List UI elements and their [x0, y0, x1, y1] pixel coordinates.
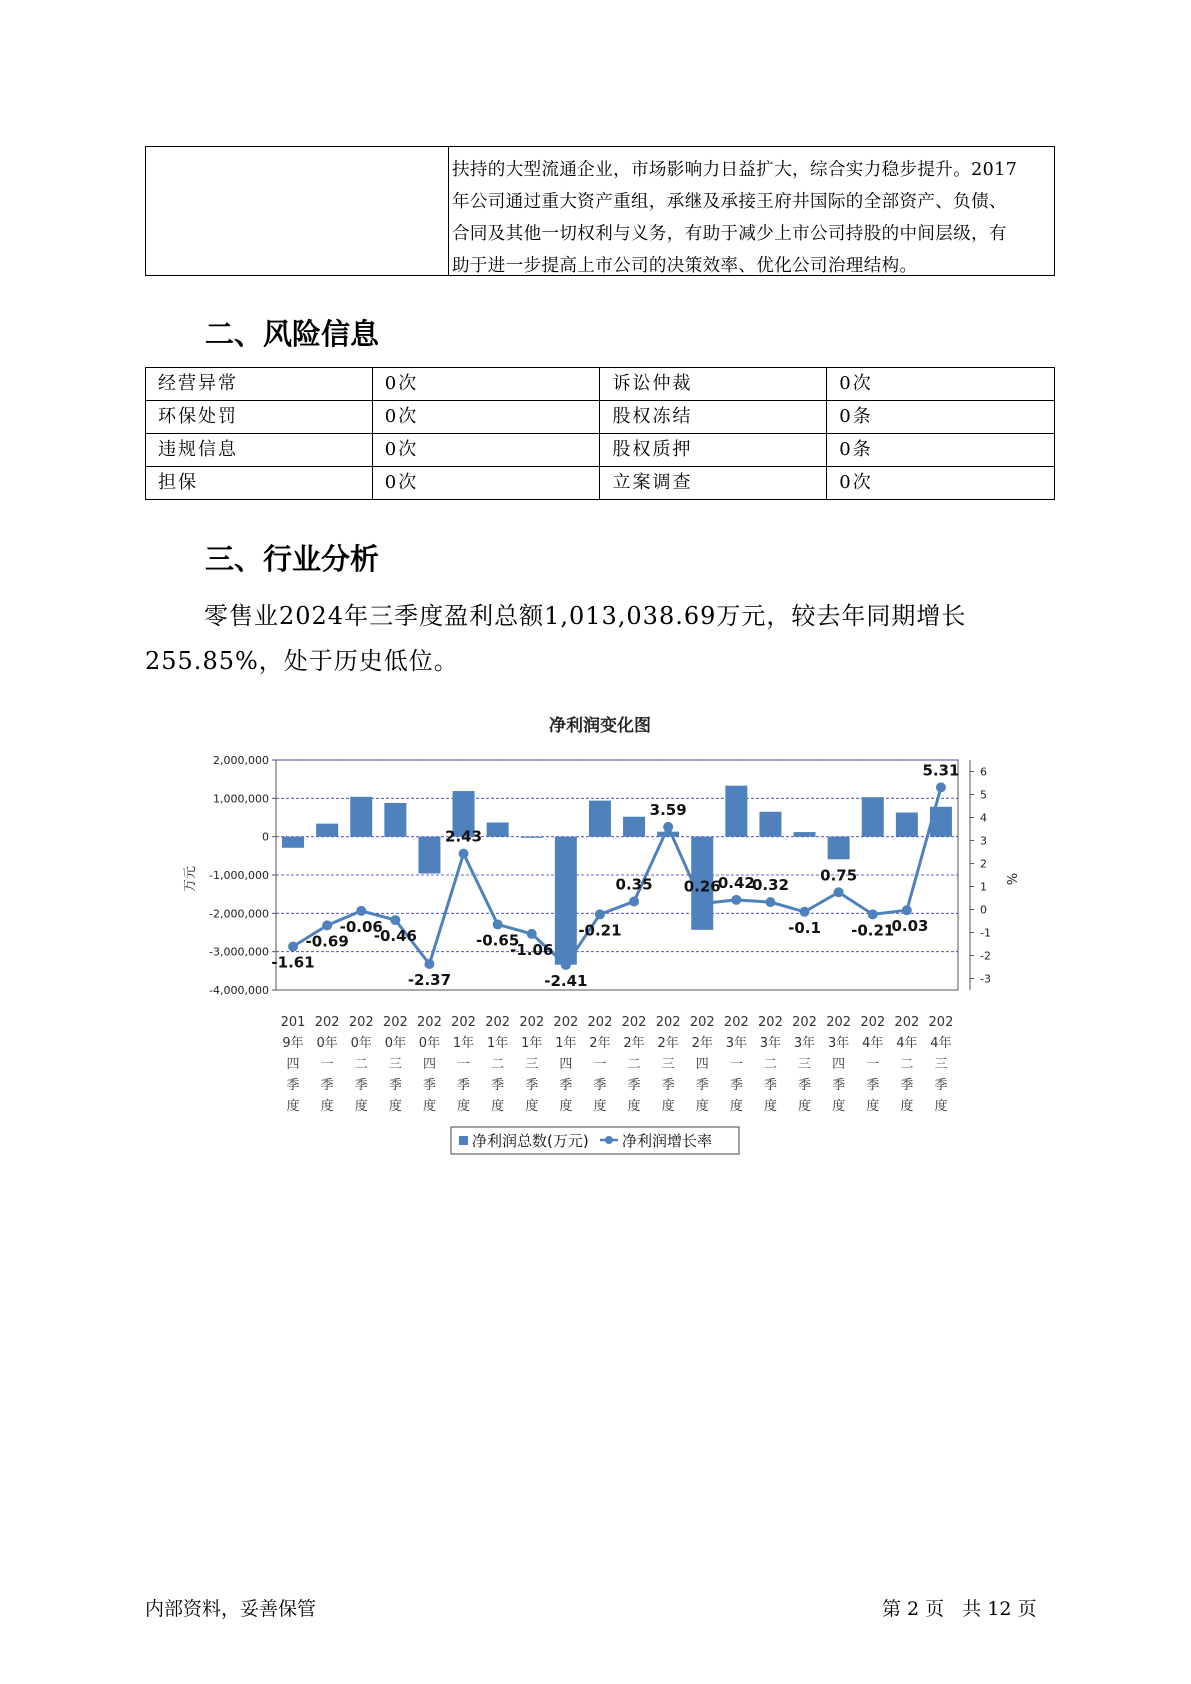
table-row: [146, 368, 1055, 401]
x-tick-label: 0年: [316, 1036, 338, 1051]
x-tick-label: 度: [354, 1099, 368, 1114]
x-tick-label: 0年: [384, 1036, 406, 1051]
risk-label: 违规信息: [146, 434, 373, 467]
line-point: [493, 919, 503, 929]
line-point: [800, 907, 810, 917]
table-row: [146, 401, 1055, 434]
data-label: -0.69: [305, 932, 349, 951]
x-tick-label: 二: [627, 1057, 641, 1072]
x-tick-label: 202: [792, 1015, 817, 1030]
table-row: [146, 434, 1055, 467]
risk-label: 立案调查: [600, 467, 827, 500]
risk-section-title: 二、风险信息: [205, 317, 380, 351]
data-label: 0.32: [751, 876, 789, 895]
x-tick-label: 3年: [759, 1036, 782, 1051]
x-tick-label: 四: [559, 1057, 573, 1072]
x-tick-label: 度: [525, 1099, 539, 1114]
x-tick-label: 1年: [555, 1036, 577, 1051]
x-tick-label: 0年: [418, 1036, 441, 1051]
data-label: 5.31: [922, 761, 960, 780]
x-tick-label: 二: [763, 1057, 777, 1072]
y2-tick-label: -2: [980, 949, 991, 963]
data-label: 3.59: [649, 800, 687, 819]
x-tick-label: 四: [695, 1057, 709, 1072]
bar: [759, 812, 781, 837]
bar: [725, 786, 747, 837]
line-point: [902, 905, 912, 915]
x-tick-label: 一: [320, 1057, 334, 1072]
line-point: [527, 929, 537, 939]
line-point: [765, 897, 775, 907]
y2-tick-label: 4: [980, 811, 987, 825]
data-label: -0.21: [851, 921, 895, 940]
x-tick-label: 202: [826, 1015, 852, 1030]
x-tick-label: 四: [422, 1057, 436, 1072]
y2-tick-label: -3: [980, 972, 991, 986]
x-tick-label: 1年: [452, 1036, 475, 1051]
x-tick-label: 二: [354, 1057, 368, 1072]
x-tick-label: 度: [798, 1099, 812, 1114]
y-axis-label-right: %: [1003, 872, 1018, 886]
x-tick-label: 三: [934, 1057, 948, 1072]
y2-tick-label: -1: [980, 926, 991, 940]
x-tick-label: 季: [832, 1078, 846, 1093]
line-point: [697, 899, 707, 909]
bar: [316, 824, 338, 837]
y-tick-label: -1,000,000: [209, 869, 269, 882]
x-tick-label: 季: [866, 1078, 880, 1093]
x-tick-label: 季: [388, 1078, 402, 1093]
data-label: -2.41: [544, 971, 588, 990]
data-label: -0.21: [578, 921, 622, 940]
line-point: [731, 895, 741, 905]
intro-label-cell: [146, 147, 449, 275]
risk-value: 0次: [827, 467, 1055, 500]
line-point: [424, 959, 434, 969]
x-tick-label: 度: [286, 1099, 300, 1114]
chart-legend: [451, 1127, 739, 1154]
x-axis-labels: [281, 1015, 954, 1114]
bar: [350, 797, 372, 837]
x-tick-label: 度: [627, 1099, 641, 1114]
risk-label: 担保: [146, 467, 373, 500]
line-point: [868, 909, 878, 919]
x-tick-label: 季: [457, 1078, 471, 1093]
x-tick-label: 四: [286, 1057, 300, 1072]
y2-tick-label: 5: [980, 788, 987, 802]
x-tick-label: 度: [422, 1099, 436, 1114]
data-label: 0.26: [683, 877, 721, 896]
risk-value: 0次: [372, 401, 600, 434]
x-tick-label: 三: [525, 1057, 539, 1072]
data-label: 0.35: [615, 875, 653, 894]
bar: [555, 837, 577, 965]
data-label: 0.75: [820, 866, 858, 885]
x-tick-label: 一: [593, 1057, 607, 1072]
x-tick-label: 三: [661, 1057, 675, 1072]
x-tick-label: 4年: [930, 1036, 952, 1051]
legend-bar-swatch: [459, 1136, 468, 1145]
x-tick-label: 四: [832, 1057, 846, 1072]
x-tick-label: 度: [900, 1099, 914, 1114]
intro-line: 年公司通过重大资产重组，承继及承接王府井国际的全部资产、负债、: [452, 192, 1007, 212]
intro-line: 合同及其他一切权利与义务，有助于减少上市公司持股的中间层级，有: [452, 224, 1007, 244]
industry-section-title: 三、行业分析: [205, 542, 380, 576]
legend-label: 净利润总数(万元): [472, 1132, 589, 1150]
x-tick-label: 三: [798, 1057, 812, 1072]
x-tick-label: 一: [729, 1057, 743, 1072]
bar: [828, 837, 850, 860]
risk-label: 环保处罚: [146, 401, 373, 434]
bar: [896, 813, 918, 837]
x-tick-label: 季: [729, 1078, 743, 1093]
intro-line: 扶持的大型流通企业，市场影响力日益扩大，综合实力稳步提升。2017: [452, 160, 1018, 180]
page-number: 第 2 页 共 12 页: [882, 1598, 1037, 1620]
x-tick-label: 季: [934, 1078, 948, 1093]
x-tick-label: 202: [519, 1015, 545, 1030]
x-tick-label: 季: [354, 1078, 368, 1093]
bar: [794, 832, 816, 837]
x-tick-label: 度: [491, 1099, 505, 1114]
y-axis-label-left: 万元: [183, 865, 198, 893]
x-tick-label: 202: [382, 1015, 408, 1030]
line-point: [629, 896, 639, 906]
x-tick-label: 9年: [282, 1036, 304, 1051]
x-tick-label: 度: [320, 1099, 334, 1114]
x-tick-label: 1年: [487, 1036, 509, 1051]
x-tick-label: 季: [900, 1078, 914, 1093]
y-tick-label: -3,000,000: [209, 945, 269, 959]
x-tick-label: 202: [314, 1015, 340, 1030]
x-tick-label: 三: [388, 1057, 402, 1072]
y2-tick-label: 6: [980, 765, 987, 779]
legend-label: 净利润增长率: [622, 1132, 713, 1150]
x-tick-label: 3年: [725, 1036, 747, 1051]
x-tick-label: 201: [280, 1015, 306, 1030]
x-tick-label: 0年: [350, 1036, 372, 1051]
risk-table: [145, 367, 1055, 500]
x-tick-label: 季: [320, 1078, 334, 1093]
line-point: [390, 915, 400, 925]
x-tick-label: 季: [798, 1078, 812, 1093]
risk-value: 0次: [827, 368, 1055, 401]
x-tick-label: 202: [587, 1015, 613, 1030]
x-tick-label: 度: [763, 1099, 777, 1114]
risk-label: 股权质押: [600, 434, 827, 467]
data-label: 0.42: [717, 873, 755, 892]
y2-tick-label: 3: [980, 834, 987, 848]
x-tick-label: 季: [763, 1078, 777, 1093]
risk-label: 股权冻结: [600, 401, 827, 434]
data-label: -0.1: [788, 918, 821, 937]
risk-value: 0次: [372, 368, 600, 401]
bar: [487, 822, 509, 836]
data-label: -1.61: [271, 953, 315, 972]
data-label: -0.03: [885, 917, 929, 936]
x-tick-label: 1年: [521, 1036, 543, 1051]
data-label: -1.06: [510, 940, 554, 959]
y-tick-label: 0: [262, 830, 269, 844]
y-tick-label: -2,000,000: [209, 907, 269, 921]
x-tick-label: 202: [348, 1015, 374, 1030]
x-tick-label: 度: [388, 1099, 402, 1114]
x-tick-label: 202: [860, 1015, 886, 1030]
x-tick-label: 季: [286, 1078, 300, 1093]
intro-line: 助于进一步提高上市公司的决策效率、优化公司治理结构。: [452, 256, 918, 276]
risk-value: 0条: [827, 401, 1055, 434]
line-point: [356, 906, 366, 916]
x-tick-label: 202: [655, 1015, 681, 1030]
x-tick-label: 202: [894, 1015, 920, 1030]
x-tick-label: 202: [621, 1015, 647, 1030]
x-tick-label: 季: [661, 1078, 675, 1093]
x-tick-label: 季: [627, 1078, 641, 1093]
x-tick-label: 202: [928, 1015, 954, 1030]
bar: [589, 801, 611, 837]
x-tick-label: 季: [593, 1078, 607, 1093]
x-tick-label: 202: [553, 1015, 579, 1030]
x-tick-label: 季: [422, 1078, 436, 1093]
data-label: -0.65: [476, 931, 520, 950]
line-point: [561, 960, 571, 970]
right-axis: [970, 760, 991, 990]
x-tick-label: 2年: [623, 1036, 645, 1051]
x-tick-label: 度: [866, 1099, 880, 1114]
x-tick-label: 202: [451, 1015, 476, 1030]
data-label: -0.06: [339, 917, 383, 936]
x-tick-label: 一: [866, 1057, 880, 1072]
company-intro-table: [145, 146, 1055, 276]
line-point: [936, 782, 946, 792]
x-tick-label: 度: [695, 1099, 709, 1114]
risk-value: 0条: [827, 434, 1055, 467]
x-tick-label: 202: [417, 1015, 442, 1030]
bar: [623, 817, 645, 837]
risk-label: 诉讼仲裁: [600, 368, 827, 401]
x-tick-label: 3年: [793, 1036, 816, 1051]
x-tick-label: 3年: [828, 1036, 850, 1051]
x-tick-label: 4年: [862, 1036, 884, 1051]
y2-tick-label: 2: [980, 857, 987, 871]
x-tick-label: 度: [559, 1099, 573, 1114]
bar: [862, 797, 884, 836]
data-label: 2.43: [445, 827, 483, 846]
x-tick-label: 季: [695, 1078, 709, 1093]
x-tick-label: 季: [559, 1078, 573, 1093]
x-tick-label: 一: [457, 1057, 471, 1072]
x-tick-label: 度: [661, 1099, 675, 1114]
bar: [657, 832, 679, 837]
x-tick-label: 季: [525, 1078, 539, 1093]
x-tick-label: 202: [485, 1015, 511, 1030]
y-tick-label: 1,000,000: [213, 792, 269, 806]
intro-text-cell: [450, 147, 1054, 275]
industry-paragraph-line: 255.85%，处于历史低位。: [145, 647, 459, 675]
x-tick-label: 度: [729, 1099, 743, 1114]
y-tick-label: 2,000,000: [213, 754, 269, 767]
x-tick-label: 2年: [589, 1036, 611, 1051]
line-point: [834, 887, 844, 897]
line-point: [595, 909, 605, 919]
line-point: [459, 849, 469, 859]
x-tick-label: 202: [689, 1015, 715, 1030]
line-point: [663, 822, 673, 832]
y-tick-label: -4,000,000: [209, 984, 269, 997]
line-point: [322, 920, 332, 930]
legend-line-marker: [605, 1136, 613, 1144]
risk-value: 0次: [372, 434, 600, 467]
bar: [418, 837, 440, 874]
x-tick-label: 二: [900, 1057, 914, 1072]
x-tick-label: 202: [758, 1015, 783, 1030]
x-tick-label: 二: [491, 1057, 505, 1072]
chart-title: 净利润变化图: [549, 716, 651, 736]
x-tick-label: 2年: [657, 1036, 679, 1051]
bar: [282, 837, 304, 848]
risk-value: 0次: [372, 467, 600, 500]
risk-label: 经营异常: [146, 368, 373, 401]
x-tick-label: 度: [457, 1099, 471, 1114]
y2-tick-label: 1: [980, 880, 987, 894]
net-profit-chart: [180, 715, 1018, 1160]
left-axis: [209, 754, 276, 997]
x-tick-label: 季: [491, 1078, 505, 1093]
x-tick-label: 度: [934, 1099, 948, 1114]
industry-paragraph-line: 零售业2024年三季度盈利总额1,013,038.69万元，较去年同期增长: [204, 602, 967, 630]
footer-confidential: 内部资料，妥善保管: [145, 1598, 317, 1620]
line-point: [288, 942, 298, 952]
y2-tick-label: 0: [980, 903, 987, 917]
data-label: -0.46: [373, 927, 417, 946]
table-row: [146, 467, 1055, 500]
x-tick-label: 度: [832, 1099, 846, 1114]
x-tick-label: 2年: [691, 1036, 713, 1051]
x-tick-label: 4年: [896, 1036, 918, 1051]
bar: [384, 803, 406, 837]
bar: [521, 837, 543, 838]
x-tick-label: 202: [723, 1015, 749, 1030]
x-tick-label: 度: [593, 1099, 607, 1114]
data-label: -2.37: [407, 971, 452, 990]
